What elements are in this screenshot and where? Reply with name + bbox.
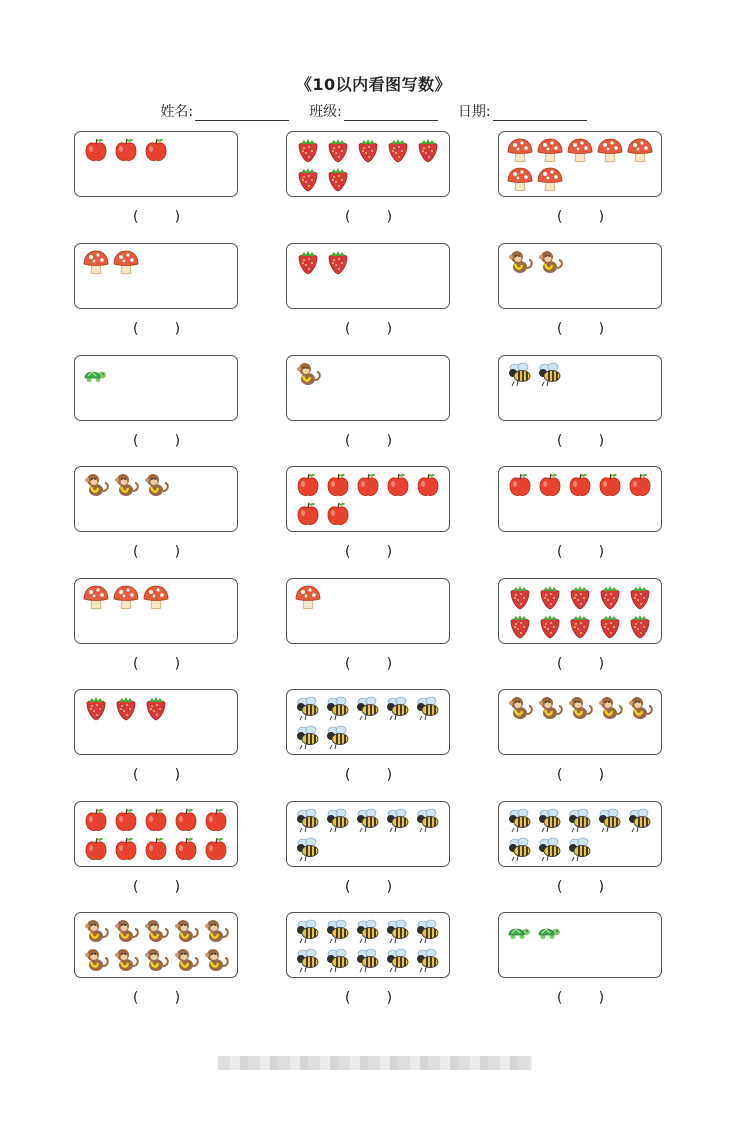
exercise-cell <box>74 578 239 690</box>
bee-icon <box>505 806 535 834</box>
name-label: 姓名: <box>160 104 194 120</box>
monkey-icon <box>111 917 141 945</box>
monkey-icon <box>625 694 655 722</box>
mushroom-icon <box>565 136 595 164</box>
answer-blank[interactable]: ( ) <box>131 433 182 449</box>
picture-items <box>505 583 661 640</box>
date-label: 日期: <box>457 104 491 120</box>
class-blank[interactable] <box>344 104 438 121</box>
apple-icon <box>111 136 141 164</box>
strawberry-icon <box>595 612 625 640</box>
picture-items <box>505 917 661 945</box>
mushroom-icon <box>535 165 565 193</box>
monkey-icon <box>201 946 231 974</box>
apple-icon <box>323 500 353 528</box>
bee-icon <box>353 806 383 834</box>
picture-box <box>286 243 450 309</box>
bee-icon <box>293 835 323 863</box>
bee-icon <box>383 694 413 722</box>
exercise-cell <box>286 466 451 578</box>
strawberry-icon <box>505 583 535 611</box>
name-blank[interactable] <box>195 104 289 121</box>
monkey-icon <box>535 248 565 276</box>
bee-icon <box>565 806 595 834</box>
date-blank[interactable] <box>493 104 587 121</box>
answer-blank[interactable]: ( ) <box>343 209 394 225</box>
picture-box <box>286 131 450 197</box>
answer-blank[interactable]: ( ) <box>555 990 606 1006</box>
strawberry-icon <box>383 136 413 164</box>
strawberry-icon <box>625 583 655 611</box>
picture-box <box>286 578 450 644</box>
picture-box <box>74 689 238 755</box>
exercise-cell <box>286 689 451 801</box>
bee-icon <box>413 806 443 834</box>
bee-icon <box>353 946 383 974</box>
apple-icon <box>323 471 353 499</box>
apple-icon <box>171 806 201 834</box>
answer-blank[interactable]: ( ) <box>555 767 606 783</box>
apple-icon <box>141 835 171 863</box>
exercise-cell <box>74 131 239 243</box>
exercise-cell <box>498 801 663 913</box>
exercise-cell <box>74 689 239 801</box>
picture-items <box>293 583 449 611</box>
picture-box <box>498 912 662 978</box>
bee-icon <box>413 917 443 945</box>
mushroom-icon <box>111 583 141 611</box>
answer-blank[interactable]: ( ) <box>131 209 182 225</box>
answer-blank[interactable]: ( ) <box>343 656 394 672</box>
bee-icon <box>293 946 323 974</box>
exercise-cell <box>74 466 239 578</box>
exercise-cell <box>74 243 239 355</box>
picture-items <box>81 248 237 276</box>
picture-items <box>293 248 449 276</box>
bee-icon <box>535 806 565 834</box>
strawberry-icon <box>81 694 111 722</box>
exercise-cell <box>286 131 451 243</box>
strawberry-icon <box>293 165 323 193</box>
apple-icon <box>353 471 383 499</box>
picture-items <box>293 471 449 528</box>
apple-icon <box>111 835 141 863</box>
apple-icon <box>81 136 111 164</box>
bee-icon <box>293 917 323 945</box>
exercise-cell <box>286 801 451 913</box>
picture-box <box>286 912 450 978</box>
monkey-icon <box>535 694 565 722</box>
answer-blank[interactable]: ( ) <box>555 656 606 672</box>
picture-box <box>74 801 238 867</box>
answer-blank[interactable]: ( ) <box>131 990 182 1006</box>
bee-icon <box>293 694 323 722</box>
picture-box <box>74 578 238 644</box>
bee-icon <box>595 806 625 834</box>
turtle-icon <box>81 360 111 388</box>
picture-box <box>498 243 662 309</box>
mushroom-icon <box>81 248 111 276</box>
answer-blank[interactable]: ( ) <box>343 433 394 449</box>
monkey-icon <box>171 946 201 974</box>
turtle-icon <box>505 917 535 945</box>
exercise-cell <box>498 578 663 690</box>
picture-items <box>81 471 237 499</box>
strawberry-icon <box>323 248 353 276</box>
bee-icon <box>535 835 565 863</box>
strawberry-icon <box>293 248 323 276</box>
exercise-cell <box>498 689 663 801</box>
picture-box <box>286 801 450 867</box>
monkey-icon <box>141 471 171 499</box>
exercise-cell <box>286 243 451 355</box>
apple-icon <box>201 806 231 834</box>
exercise-cell <box>286 912 451 1024</box>
exercise-cell <box>498 131 663 243</box>
exercise-cell <box>498 466 663 578</box>
bee-icon <box>323 917 353 945</box>
strawberry-icon <box>625 612 655 640</box>
picture-items <box>81 360 237 388</box>
mushroom-icon <box>505 165 535 193</box>
bee-icon <box>383 946 413 974</box>
apple-icon <box>141 136 171 164</box>
bee-icon <box>413 946 443 974</box>
strawberry-icon <box>323 165 353 193</box>
strawberry-icon <box>141 694 171 722</box>
picture-box <box>74 243 238 309</box>
apple-icon <box>81 835 111 863</box>
bee-icon <box>413 694 443 722</box>
date-field[interactable] <box>458 101 587 121</box>
apple-icon <box>505 471 535 499</box>
exercise-cell <box>498 243 663 355</box>
picture-box <box>74 912 238 978</box>
mushroom-icon <box>595 136 625 164</box>
picture-items <box>293 917 449 974</box>
picture-box <box>498 355 662 421</box>
picture-items <box>81 806 237 863</box>
picture-box <box>498 689 662 755</box>
apple-icon <box>111 806 141 834</box>
answer-blank[interactable]: ( ) <box>131 544 182 560</box>
answer-blank[interactable]: ( ) <box>343 767 394 783</box>
monkey-icon <box>81 946 111 974</box>
picture-items <box>505 360 661 388</box>
answer-blank[interactable]: ( ) <box>343 321 394 337</box>
bee-icon <box>293 806 323 834</box>
apple-icon <box>535 471 565 499</box>
bee-icon <box>535 360 565 388</box>
mushroom-icon <box>81 583 111 611</box>
strawberry-icon <box>413 136 443 164</box>
picture-items <box>81 583 237 611</box>
bee-icon <box>353 917 383 945</box>
monkey-icon <box>171 917 201 945</box>
answer-blank[interactable]: ( ) <box>555 879 606 895</box>
strawberry-icon <box>505 612 535 640</box>
picture-box <box>74 131 238 197</box>
apple-icon <box>413 471 443 499</box>
bee-icon <box>323 723 353 751</box>
strawberry-icon <box>323 136 353 164</box>
picture-box <box>286 689 450 755</box>
apple-icon <box>625 471 655 499</box>
picture-box <box>498 801 662 867</box>
apple-icon <box>565 471 595 499</box>
exercise-cell <box>286 578 451 690</box>
picture-items <box>505 248 661 276</box>
answer-blank[interactable]: ( ) <box>555 433 606 449</box>
answer-blank[interactable]: ( ) <box>555 209 606 225</box>
bee-icon <box>383 806 413 834</box>
mushroom-icon <box>141 583 171 611</box>
strawberry-icon <box>565 612 595 640</box>
picture-box <box>498 466 662 532</box>
apple-icon <box>201 835 231 863</box>
exercise-cell <box>498 355 663 467</box>
student-info-row <box>0 101 747 121</box>
apple-icon <box>293 471 323 499</box>
bee-icon <box>565 835 595 863</box>
mushroom-icon <box>625 136 655 164</box>
answer-blank[interactable]: ( ) <box>131 879 182 895</box>
answer-blank[interactable]: ( ) <box>343 990 394 1006</box>
exercise-cell <box>74 912 239 1024</box>
monkey-icon <box>505 694 535 722</box>
picture-box <box>286 466 450 532</box>
picture-box <box>498 131 662 197</box>
strawberry-icon <box>111 694 141 722</box>
answer-blank[interactable]: ( ) <box>555 544 606 560</box>
picture-items <box>505 806 661 863</box>
picture-items <box>505 471 661 499</box>
picture-items <box>293 360 449 388</box>
class-field[interactable] <box>309 101 438 121</box>
bee-icon <box>353 694 383 722</box>
picture-items <box>293 806 449 863</box>
exercise-cell <box>498 912 663 1024</box>
answer-blank[interactable]: ( ) <box>131 321 182 337</box>
class-label: 班级: <box>309 104 342 120</box>
strawberry-icon <box>293 136 323 164</box>
monkey-icon <box>293 360 323 388</box>
bee-icon <box>293 723 323 751</box>
monkey-icon <box>565 694 595 722</box>
apple-icon <box>81 806 111 834</box>
monkey-icon <box>81 471 111 499</box>
picture-items <box>505 136 661 193</box>
page-title: 《10以内看图写数》 <box>295 75 452 94</box>
picture-box <box>74 466 238 532</box>
exercise-cell <box>74 355 239 467</box>
picture-items <box>81 694 237 722</box>
bee-icon <box>323 694 353 722</box>
blurred-footer <box>218 1056 532 1070</box>
exercise-cell <box>74 801 239 913</box>
picture-box <box>498 578 662 644</box>
mushroom-icon <box>293 583 323 611</box>
apple-icon <box>293 500 323 528</box>
name-field[interactable] <box>160 101 289 121</box>
monkey-icon <box>111 946 141 974</box>
bee-icon <box>323 806 353 834</box>
monkey-icon <box>595 694 625 722</box>
exercise-cell <box>286 355 451 467</box>
monkey-icon <box>81 917 111 945</box>
bee-icon <box>625 806 655 834</box>
monkey-icon <box>505 248 535 276</box>
answer-blank[interactable]: ( ) <box>343 879 394 895</box>
answer-blank[interactable]: ( ) <box>131 656 182 672</box>
monkey-icon <box>201 917 231 945</box>
mushroom-icon <box>505 136 535 164</box>
apple-icon <box>171 835 201 863</box>
monkey-icon <box>141 917 171 945</box>
answer-blank[interactable]: ( ) <box>343 544 394 560</box>
strawberry-icon <box>353 136 383 164</box>
turtle-icon <box>535 917 565 945</box>
mushroom-icon <box>535 136 565 164</box>
apple-icon <box>141 806 171 834</box>
picture-items <box>293 136 449 193</box>
strawberry-icon <box>595 583 625 611</box>
picture-box <box>74 355 238 421</box>
bee-icon <box>383 917 413 945</box>
picture-items <box>505 694 661 722</box>
bee-icon <box>323 946 353 974</box>
mushroom-icon <box>111 248 141 276</box>
picture-items <box>81 917 237 974</box>
monkey-icon <box>141 946 171 974</box>
picture-items <box>293 694 449 751</box>
monkey-icon <box>111 471 141 499</box>
answer-blank[interactable]: ( ) <box>131 767 182 783</box>
strawberry-icon <box>535 612 565 640</box>
bee-icon <box>505 360 535 388</box>
strawberry-icon <box>565 583 595 611</box>
answer-blank[interactable]: ( ) <box>555 321 606 337</box>
apple-icon <box>595 471 625 499</box>
apple-icon <box>383 471 413 499</box>
picture-box <box>286 355 450 421</box>
strawberry-icon <box>535 583 565 611</box>
picture-items <box>81 136 237 164</box>
bee-icon <box>505 835 535 863</box>
